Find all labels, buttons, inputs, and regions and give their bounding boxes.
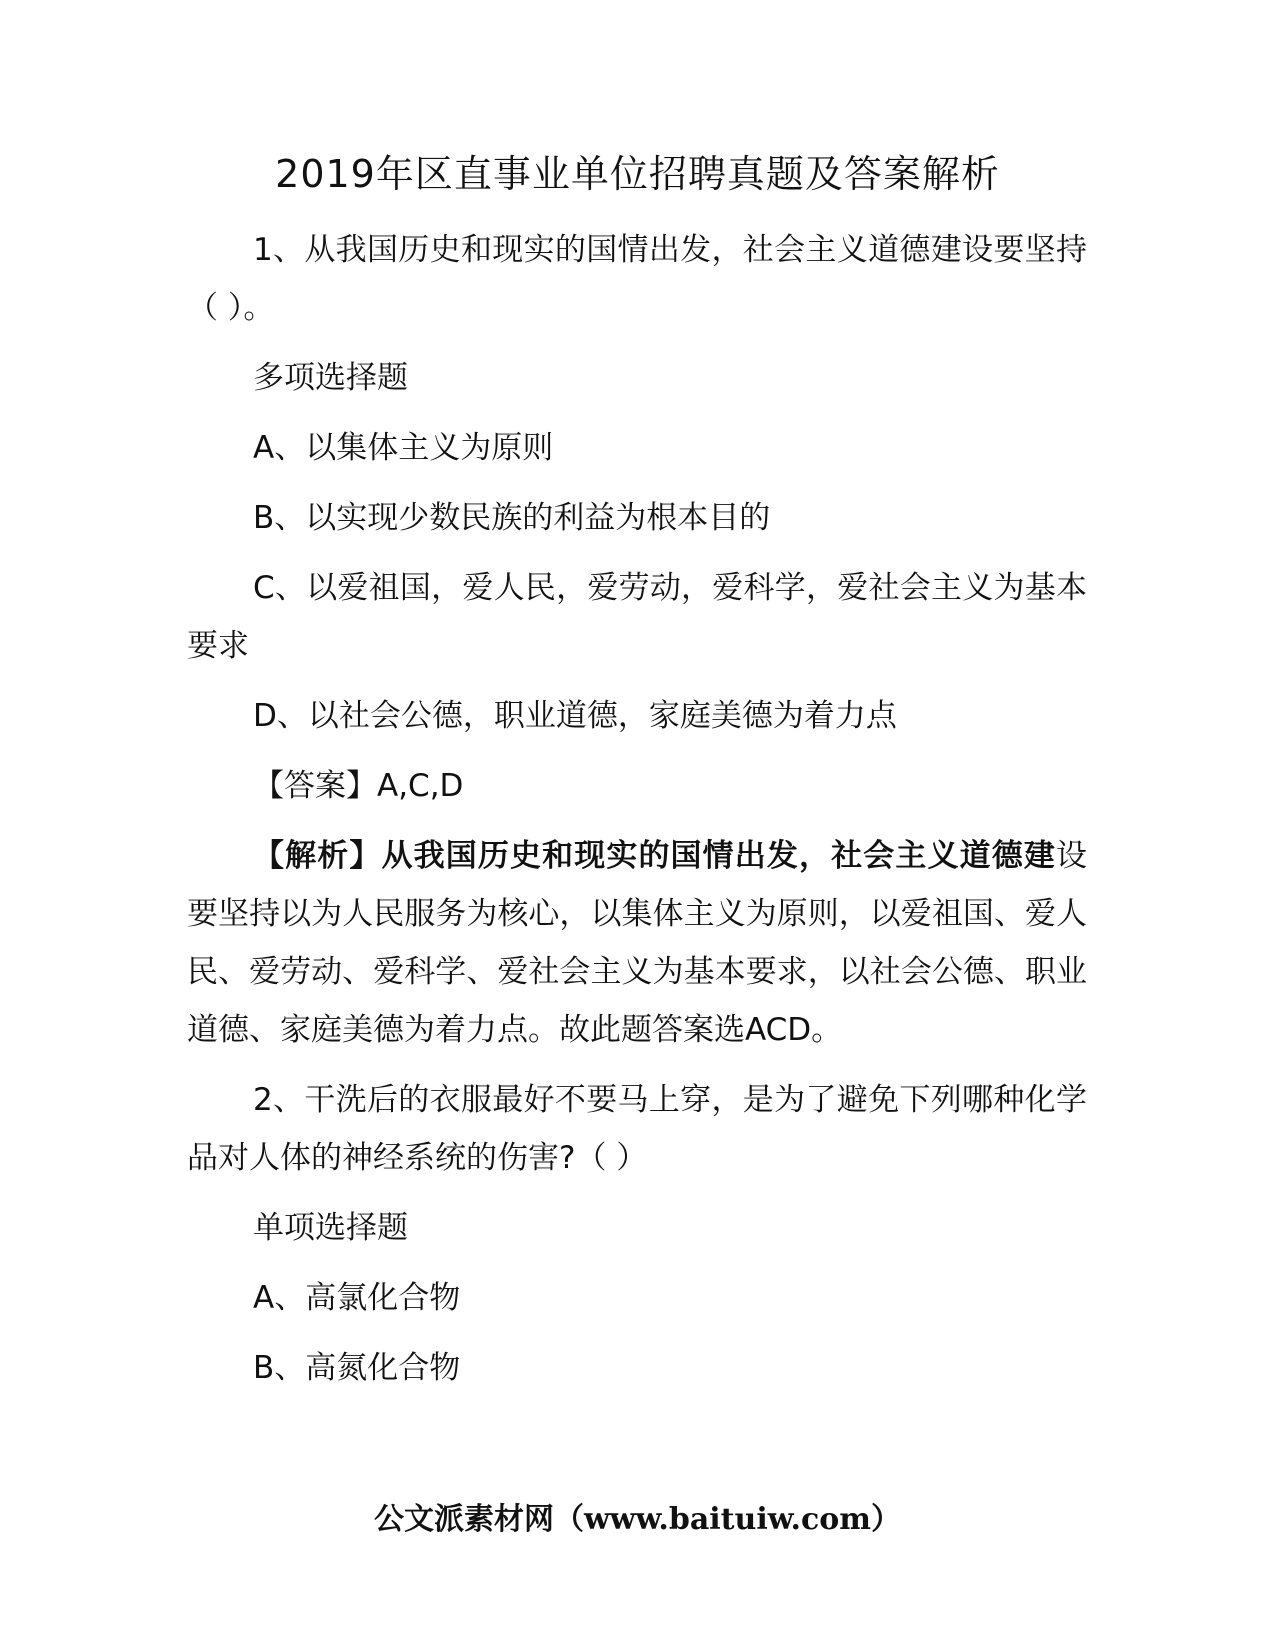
question-1-option-a: A、以集体主义为原则	[253, 430, 554, 466]
analysis-lead: 【解析】从我国历史和现实的国情出发，社会主义道德建	[253, 838, 1056, 874]
question-1-option-c: C、以爱祖国，爱人民，爱劳动，爱科学，爱社会主义为基本要求	[187, 570, 1087, 664]
question-1-stem: 1、从我国历史和现实的国情出发，社会主义道德建设要坚持（ ）。	[187, 232, 1087, 326]
analysis-rest: 设要坚持以为人民服务为核心，以集体主义为原则，以爱祖国、爱人民、爱劳动、爱科学、爱社会主义为基本要求，以社会公德、职业道德、家庭美德为着力点。故此题答案选ACD。	[187, 838, 1087, 1048]
question-2-option-a: A、高氯化合物	[253, 1280, 461, 1316]
question-1-answer: 【答案】A,C,D	[253, 768, 464, 804]
question-2-option-b: B、高氮化合物	[253, 1350, 461, 1386]
question-2-type: 单项选择题	[253, 1210, 408, 1246]
document-title: 2019年区直事业单位招聘真题及答案解析	[275, 152, 1000, 196]
document-body	[187, 221, 1087, 1409]
question-1-option-b: B、以实现少数民族的利益为根本目的	[253, 500, 771, 536]
question-1-analysis	[187, 827, 1087, 1059]
question-1-type: 多项选择题	[253, 360, 408, 396]
question-1-option-d: D、以社会公德，职业道德，家庭美德为着力点	[253, 698, 897, 734]
page-footer: 公文派素材网（www.baituiw.com）	[373, 1502, 902, 1537]
question-2-stem: 2、干洗后的衣服最好不要马上穿，是为了避免下列哪种化学品对人体的神经系统的伤害?（ ）	[187, 1082, 1087, 1176]
